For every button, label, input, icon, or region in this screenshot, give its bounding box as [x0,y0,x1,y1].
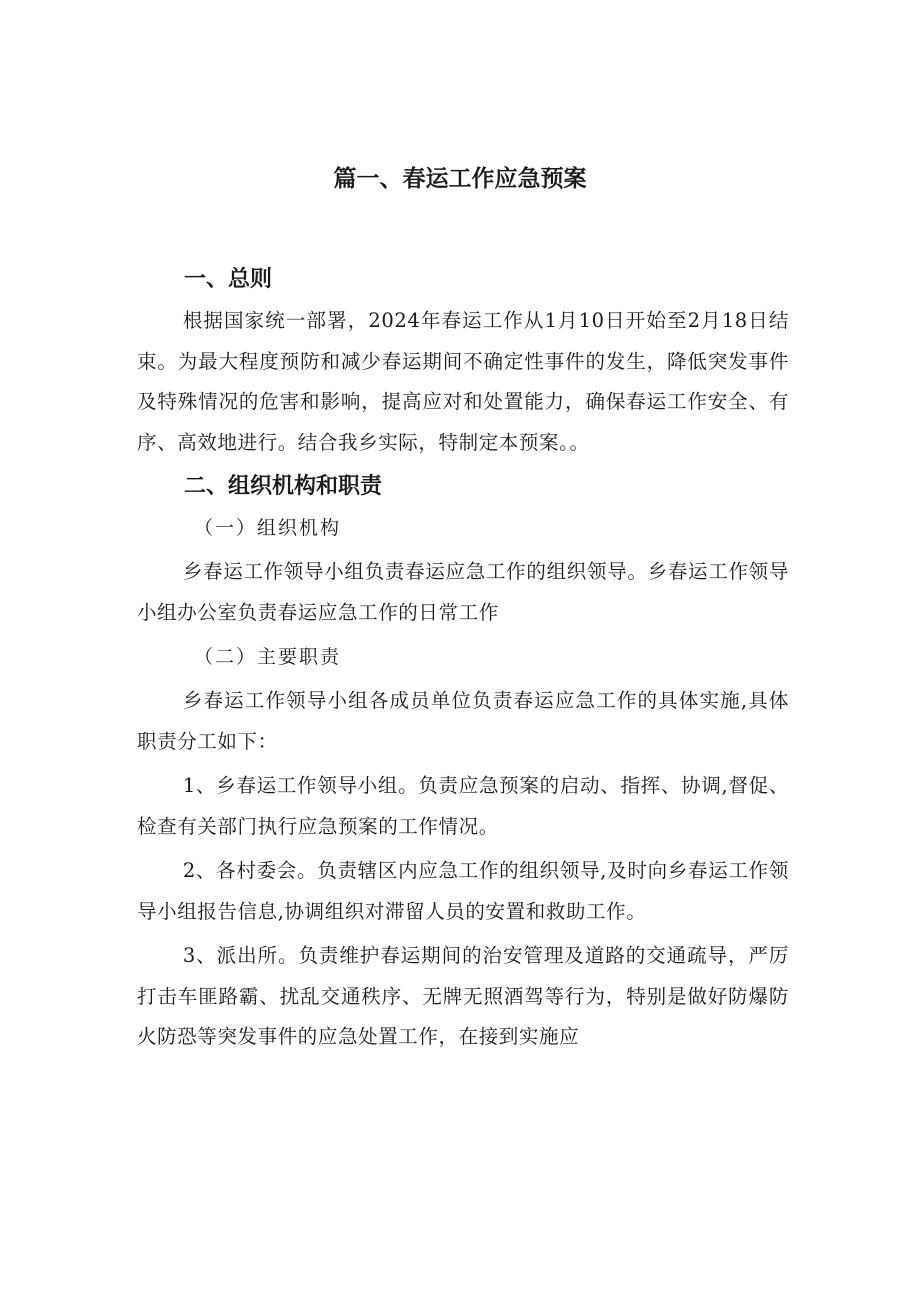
section-heading-organization: 二、组织机构和职责 [184,474,383,499]
paragraph-duty-3: 3、派出所。负责维护春运期间的治安管理及道路的交通疏导，严厉打击车匪路霸、扰乱交通秩序、无牌无照酒驾等行为，特别是做好防爆防火防恐等突发事件的应急处置工作，在接到实施应 [137,944,789,1048]
paragraph-duty-1: 1、乡春运工作领导小组。负责应急预案的启动、指挥、协调,督促、检查有关部门执行应急预案的工作情况。 [137,774,789,838]
paragraph-duties-intro: 乡春运工作领导小组各成员单位负责春运应急工作的具体实施,具体职责分工如下： [137,689,789,753]
subsection-heading-structure: （一）组织机构 [194,517,342,539]
paragraph-general: 根据国家统一部署，2024年春运工作从1月10日开始至2月18日结束。为最大程度预防和减少春运期间不确定性事件的发生，降低突发事件及特殊情况的危害和影响，提高应对和处置能力，确保春运工作安全、有序、高效地进行。结合我乡实际，特制定本预案。。 [137,309,789,454]
paragraph-structure: 乡春运工作领导小组负责春运应急工作的组织领导。乡春运工作领导小组办公室负责春运应急工作的日常工作 [137,560,789,624]
section-heading-general: 一、总则 [184,267,273,292]
subsection-heading-duties: （二）主要职责 [194,646,342,668]
document-body [137,262,789,1058]
paragraph-duty-2: 2、各村委会。负责辖区内应急工作的组织领导,及时向乡春运工作领导小组报告信息,协调组织对滞留人员的安置和救助工作。 [137,859,789,923]
document-title: 篇一、春运工作应急预案 [333,166,587,192]
